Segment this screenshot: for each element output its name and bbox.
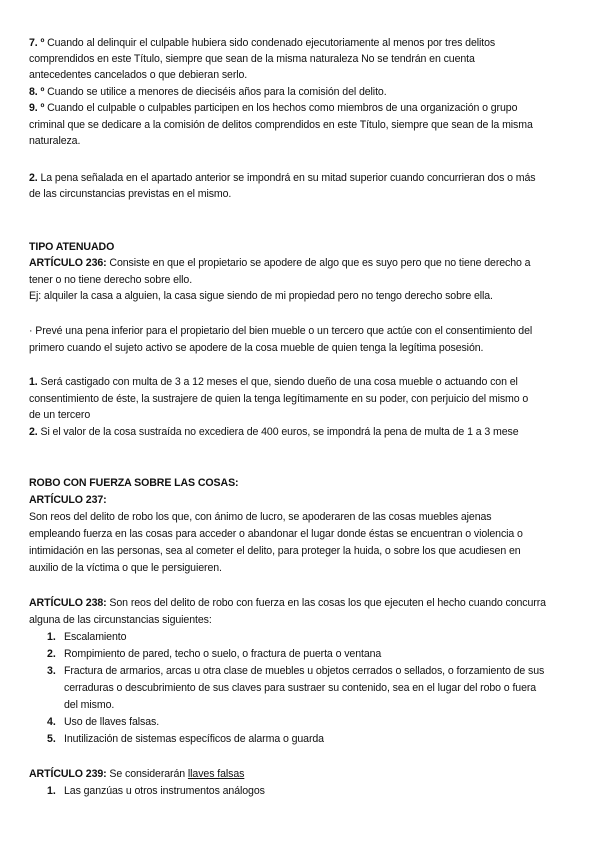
article-236: ARTÍCULO 236: Consiste en que el propietario se apodere de algo que es suyo pero que no tiene derecho a: [29, 257, 531, 269]
article-237-label: ARTÍCULO 237:: [29, 494, 107, 506]
paragraph-1: 1. Será castigado con multa de 3 a 12 meses el que, siendo dueño de una cosa mueble o actuando con el: [29, 376, 518, 388]
list-item: Inutilización de sistemas específicos de alarma o guarda: [64, 733, 324, 745]
document-page: 7. º Cuando al delinquir el culpable hubiera sido condenado ejecutoriamente al menos por tres delitos comprendidos en este Título, siempre que sean de la misma naturaleza No se tendrán en cuenta antecedentes cancelados o que debieran serlo. 8. º Cuando se utilice a menores de dieciséis años para la comisión del delito. 9. º Cuando el culpable o culpables participen en los hechos como miembros de una organización o grupo criminal que se dedicare a la comisión de delitos comprendidos en este Título, siempre que sean de la misma naturaleza. 2. La pena señalada en el apartado anterior se impondrá en su mitad superior cuando concurrieran dos o más de las circunstancias previstas en el mismo. TIPO ATENUADO ARTÍCULO 236: Consiste en que el propietario se apodere de algo que es suyo pero que no tiene derecho a tener o no tiene derecho sobre ello. Ej: alquiler la casa a alguien, la casa sigue siendo de mi propiedad pero no tengo derecho sobre ella. · Prevé una pena inferior para el propietario del bien mueble o un tercero que actúe con el consentimiento del primero cuando el sujeto activo se apodere de la cosa mueble de quien tenga la legítima posesión. 1. Será castigado con multa de 3 a 12 meses el que, siendo dueño de una cosa mueble o actuando con el consentimiento de éste, la sustrajere de quien la tenga legítimamente en su poder, con perjuicio del mismo o de un tercero 2. Si el valor de la cosa sustraída no excediera de 400 euros, se impondrá la pena de multa de 1 a 3 mese ROBO CON FUERZA SOBRE LAS COSAS: ARTÍCULO 237: Son reos del delito de robo los que, con ánimo de lucro, se apoderaren de las cosas muebles ajenas empleando fuerza en las cosas para acceder o abandonar el lugar donde éstas se encuentran o violencia o intimidación en las personas, sea al cometer el delito, para proteger la huida, o sobre los que acudiesen en auxilio de la víctima o que le persiguieren. ARTÍCULO 238: Son reos del delito de robo con fuerza en las cosas los que ejecuten el hecho cuando concurra alguna de las circunstancias siguientes: 1. Escalamiento 2. Rompimiento de pared, techo o suelo, o fractura de puerta o ventana 3. Fractura de armarios, arcas u otra clase de muebles u objetos cerrados o sellados, o forzamiento de sus cerraduras o descubrimiento de sus claves para sustraer su contenido, sea en el lugar del robo o fuera del mismo. 4. Uso de llaves falsas. 5. Inutilización de sistemas específicos de alarma o guarda ARTÍCULO 239: Se considerarán llaves falsas 1. Las ganzúas u otros instrumentos análogos: [29, 37, 546, 797]
item-8: 8. º Cuando se utilice a menores de dieciséis años para la comisión del delito.: [29, 86, 387, 98]
item-9: 9. º Cuando el culpable o culpables participen en los hechos como miembros de una organización o grupo: [29, 102, 518, 114]
item-7: 7. º Cuando al delinquir el culpable hubiera sido condenado ejecutoriamente al menos por tres delitos: [29, 37, 496, 49]
article-237-text: Son reos del delito de robo los que, con ánimo de lucro, se apoderaren de las cosas muebles ajenas: [29, 511, 492, 523]
bullet-paragraph: · Prevé una pena inferior para el propietario del bien mueble o un tercero que actúe con el consentimiento del: [29, 325, 533, 337]
llaves-falsas-link: llaves falsas: [187, 768, 245, 780]
list-item: Las ganzúas u otros instrumentos análogos: [64, 785, 265, 797]
list-item: Escalamiento: [64, 631, 127, 643]
article-238: ARTÍCULO 238: Son reos del delito de robo con fuerza en las cosas los que ejecuten el hecho cuando concurra: [29, 597, 546, 609]
section-heading-robo: ROBO CON FUERZA SOBRE LAS COSAS:: [29, 477, 239, 489]
list-item: Fractura de armarios, arcas u otra clase de muebles u objetos cerrados o sellados, o forzamiento de sus: [64, 665, 545, 677]
example-text: Ej: alquiler la casa a alguien, la casa sigue siendo de mi propiedad pero no tengo derecho sobre ella.: [29, 290, 493, 302]
list-item: Rompimiento de pared, techo o suelo, o fractura de puerta o ventana: [64, 648, 382, 660]
list-item: Uso de llaves falsas.: [64, 716, 160, 728]
paragraph-2b: 2. Si el valor de la cosa sustraída no excediera de 400 euros, se impondrá la pena de multa de 1 a 3 mese: [29, 426, 519, 438]
section-heading-tipo-atenuado: TIPO ATENUADO: [29, 241, 115, 253]
paragraph-2: 2. La pena señalada en el apartado anterior se impondrá en su mitad superior cuando concurrieran dos o más: [29, 172, 536, 184]
article-239: ARTÍCULO 239: Se considerarán llaves falsas: [29, 768, 245, 780]
